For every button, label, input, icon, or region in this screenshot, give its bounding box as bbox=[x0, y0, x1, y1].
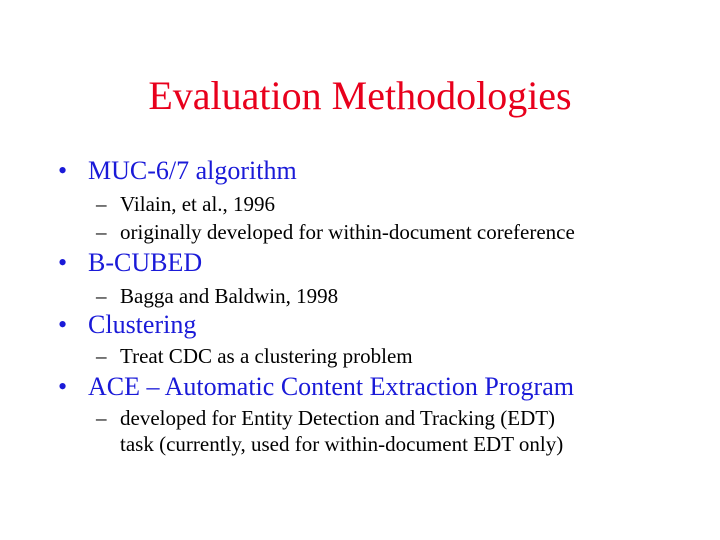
bullet-icon: • bbox=[58, 248, 68, 277]
sub-item-label: task (currently, used for within-document EDT only) bbox=[120, 432, 564, 456]
bullet-item-clustering bbox=[58, 310, 196, 340]
bullet-label: B-CUBED bbox=[88, 248, 203, 277]
dash-icon: – bbox=[96, 220, 107, 244]
bullet-icon: • bbox=[58, 156, 68, 185]
bullet-item-bcubed bbox=[58, 248, 202, 278]
dash-icon: – bbox=[96, 344, 107, 368]
bullet-icon: • bbox=[58, 372, 68, 401]
sub-item-label: Vilain, et al., 1996 bbox=[120, 192, 276, 216]
dash-icon: – bbox=[96, 284, 107, 308]
bullet-label: ACE – Automatic Content Extraction Program bbox=[88, 372, 574, 401]
sub-item-label: Bagga and Baldwin, 1998 bbox=[120, 284, 339, 308]
slide-title: Evaluation Methodologies bbox=[148, 73, 572, 118]
bullet-label: MUC-6/7 algorithm bbox=[88, 156, 297, 185]
bullet-icon: • bbox=[58, 310, 68, 339]
dash-icon: – bbox=[96, 406, 107, 430]
bullet-label: Clustering bbox=[88, 310, 197, 339]
sub-item-label: Treat CDC as a clustering problem bbox=[120, 344, 413, 368]
sub-item-label: originally developed for within-document coreference bbox=[120, 220, 575, 244]
dash-icon: – bbox=[96, 192, 107, 216]
sub-item-label: developed for Entity Detection and Tracking (EDT) bbox=[120, 406, 556, 430]
bullet-item-ace bbox=[58, 372, 574, 402]
bullet-item-muc bbox=[58, 156, 297, 186]
